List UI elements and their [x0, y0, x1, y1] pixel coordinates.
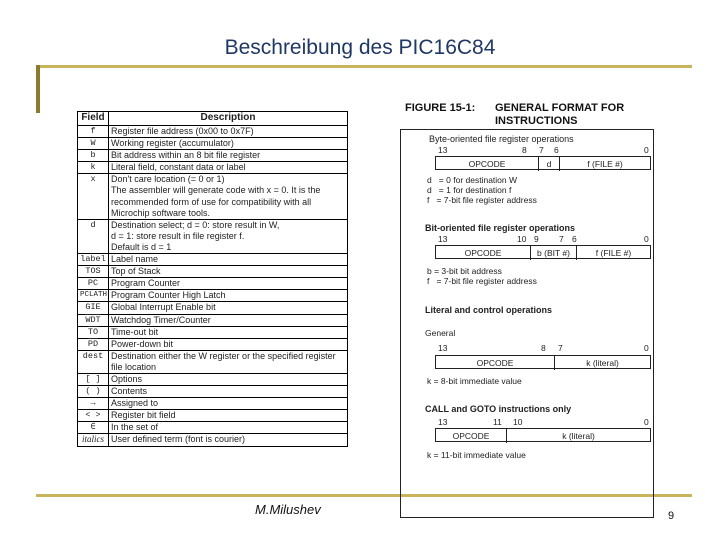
description-cell: Global Interrupt Enable bit — [109, 302, 348, 314]
table-row — [78, 326, 348, 338]
opcode-field: OPCODE — [468, 159, 506, 169]
byte-note: d = 0 for destination W — [427, 175, 518, 185]
table-body — [78, 126, 348, 447]
bit-label: 7 — [539, 145, 544, 155]
opcode-field: OPCODE — [464, 248, 502, 258]
bit-note: b = 3-bit bit address — [427, 266, 502, 276]
call-goto-register-diagram — [435, 428, 651, 442]
file-field: f (FILE #) — [576, 246, 650, 260]
description-cell: Program Counter — [109, 278, 348, 290]
bit-label: 8 — [522, 145, 527, 155]
description-cell: Bit address within an 8 bit file register — [109, 150, 348, 162]
table-row — [78, 174, 348, 219]
literal-heading: Literal and control operations — [425, 305, 553, 315]
bit-label: 0 — [644, 234, 649, 244]
byte-oriented-heading: Byte-oriented file register operations — [429, 134, 574, 144]
description-cell: Working register (accumulator) — [109, 138, 348, 150]
description-cell: Destination select; d = 0: store result in W, d = 1: store result in file register f. Default is d = 1 — [109, 219, 348, 253]
description-cell: Label name — [109, 254, 348, 266]
bit-label: 11 — [493, 417, 502, 427]
description-cell: Top of Stack — [109, 266, 348, 278]
slide-title: Beschreibung des PIC16C84 — [224, 36, 496, 59]
call-goto-heading: CALL and GOTO instructions only — [425, 404, 572, 414]
field-header: Field — [78, 112, 109, 126]
file-field: f (FILE #) — [559, 157, 650, 171]
bit-label: 6 — [572, 234, 577, 244]
bit-label: 7 — [559, 234, 564, 244]
table-row — [78, 386, 348, 398]
bit-label: 13 — [438, 234, 448, 244]
table-row — [78, 126, 348, 138]
table-row — [78, 410, 348, 422]
top-rule — [36, 65, 692, 68]
field-cell: $\overline{WDT}$ — [78, 314, 109, 326]
figure-title-line2: INSTRUCTIONS — [495, 115, 578, 127]
bit-label: 8 — [541, 343, 546, 353]
field-cell: < > — [78, 410, 109, 422]
description-cell: Contents — [109, 386, 348, 398]
bit-label: 13 — [438, 145, 448, 155]
field-cell: TOS — [78, 266, 109, 278]
description-header: Description — [109, 112, 348, 126]
literal-field: k (literal) — [506, 429, 650, 443]
table-row — [78, 314, 348, 326]
field-cell: label — [78, 254, 109, 266]
table-row — [78, 150, 348, 162]
bit-label: 0 — [644, 343, 649, 353]
table-row — [78, 162, 348, 174]
table-row — [78, 373, 348, 385]
bit-label: 9 — [534, 234, 539, 244]
table-row — [78, 290, 348, 302]
byte-note: d = 1 for destination f — [427, 185, 512, 195]
description-cell: Time-out bit — [109, 326, 348, 338]
field-cell: → — [78, 398, 109, 410]
literal-field: k (literal) — [554, 356, 650, 370]
field-cell: PC — [78, 278, 109, 290]
page-number: 9 — [668, 510, 675, 522]
byte-note: f = 7-bit file register address — [427, 195, 537, 205]
figure-title-line1: GENERAL FORMAT FOR — [495, 102, 625, 114]
opcode-field: OPCODE — [452, 431, 490, 441]
bit-label: 10 — [513, 417, 523, 427]
table-row — [78, 266, 348, 278]
table-header-row — [78, 112, 348, 126]
description-cell: Assigned to — [109, 398, 348, 410]
description-cell: Register file address (0x00 to 0x7F) — [109, 126, 348, 138]
field-cell: f — [78, 126, 109, 138]
field-cell: PCLATH — [78, 290, 109, 302]
field-cell: W — [78, 138, 109, 150]
left-accent-bar — [36, 65, 40, 113]
field-cell: x — [78, 174, 109, 219]
field-cell: GIE — [78, 302, 109, 314]
field-cell: b — [78, 150, 109, 162]
description-cell: In the set of — [109, 422, 348, 434]
field-cell: $\overline{PD}$ — [78, 338, 109, 350]
description-cell: Don't care location (= 0 or 1) The assembler will generate code with x = 0. It is the recommended form of use for compatibility with all Microchip software tools. — [109, 174, 348, 219]
call-goto-note: k = 11-bit immediate value — [427, 450, 526, 460]
field-cell: k — [78, 162, 109, 174]
bit-oriented-heading: Bit-oriented file register operations — [425, 223, 576, 233]
field-cell: [ ] — [78, 373, 109, 385]
description-cell: Program Counter High Latch — [109, 290, 348, 302]
opcode-field: OPCODE — [476, 358, 514, 368]
table-row — [78, 219, 348, 253]
figure-frame — [400, 129, 654, 518]
table-row — [78, 338, 348, 350]
field-cell: dest — [78, 350, 109, 373]
description-cell: Register bit field — [109, 410, 348, 422]
bit-label: 0 — [644, 145, 649, 155]
bit-label: 10 — [517, 234, 527, 244]
bit-register-diagram — [435, 245, 651, 259]
bit-label: 6 — [554, 145, 559, 155]
table-row — [78, 278, 348, 290]
field-cell: italics — [78, 434, 109, 446]
table-row — [78, 422, 348, 434]
description-cell: Power-down bit — [109, 338, 348, 350]
description-cell: Literal field, constant data or label — [109, 162, 348, 174]
general-subheading: General — [425, 328, 456, 338]
figure-label: FIGURE 15-1: — [405, 102, 476, 114]
field-cell: $\overline{TO}$ — [78, 326, 109, 338]
footer-author: M.Milushev — [255, 502, 321, 517]
d-field: d — [538, 157, 559, 171]
bit-label: 13 — [438, 343, 448, 353]
literal-register-diagram — [435, 355, 651, 369]
bit-label: 0 — [644, 417, 649, 427]
field-cell: ( ) — [78, 386, 109, 398]
byte-register-diagram — [435, 156, 651, 170]
bit-note: f = 7-bit file register address — [427, 276, 537, 286]
description-cell: Destination either the W register or the specified register file location — [109, 350, 348, 373]
bit-label: 13 — [438, 417, 448, 427]
table-row — [78, 302, 348, 314]
literal-note: k = 8-bit immediate value — [427, 376, 522, 386]
table-row — [78, 398, 348, 410]
table-row — [78, 434, 348, 446]
bit-label: 7 — [558, 343, 563, 353]
description-cell: Options — [109, 373, 348, 385]
table-row — [78, 254, 348, 266]
field-description-table — [77, 111, 348, 447]
field-cell: ∈ — [78, 422, 109, 434]
table-row — [78, 350, 348, 373]
description-cell: User defined term (font is courier) — [109, 434, 348, 446]
table-row — [78, 138, 348, 150]
field-cell: d — [78, 219, 109, 253]
bit-number-field: b (BIT #) — [530, 246, 576, 260]
description-cell: Watchdog Timer/Counter — [109, 314, 348, 326]
